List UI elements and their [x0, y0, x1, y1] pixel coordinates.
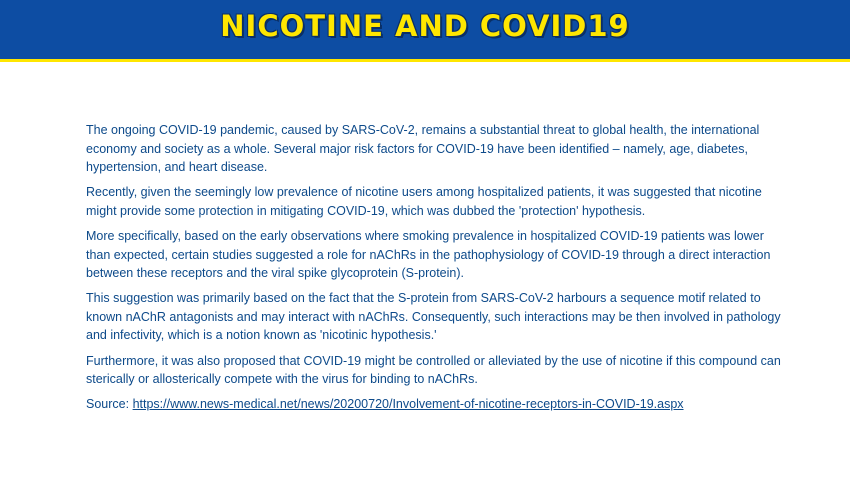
source-label: Source: — [86, 397, 130, 412]
source-link[interactable]: https://www.news-medical.net/news/20200720/Involvement-of-nicotine-receptors-in-COVID-19.aspx — [132, 397, 684, 412]
paragraph-intro: The ongoing COVID-19 pandemic, caused by SARS-CoV-2, remains a substantial threat to global health, the international economy and society as a whole. Several major risk factors for COVID-19 have been identified – namely, age, diabetes, hypertension, and heart disease. — [86, 123, 760, 175]
header-banner — [0, 0, 850, 62]
slide-title: NICOTINE AND COVID19 — [220, 9, 630, 43]
paragraph-protection-hypothesis: Recently, given the seemingly low prevalence of nicotine users among hospitalized patients, it was suggested that nicotine might provide some protection in mitigating COVID-19, which was dubbed the 'protection' hypothesis. — [86, 185, 762, 218]
content-body — [86, 121, 786, 420]
paragraph-nicotine-control: Furthermore, it was also proposed that COVID-19 might be controlled or alleviated by the use of nicotine if this compound can sterically or allosterically compete with the virus for binding to nAChRs. — [86, 353, 781, 387]
source-line — [86, 395, 786, 414]
paragraph-nicotinic-hypothesis: This suggestion was primarily based on the fact that the S-protein from SARS-CoV-2 harbours a sequence motif related to known nAChR antagonists and may interact with nAChRs. Consequently, such interactions may be then involved in pathology and infectivity, which is a notion known as 'nicotinic hypothesis.' — [86, 291, 781, 343]
paragraph-nachrs-role: More specifically, based on the early observations where smoking prevalence in hospitalized COVID-19 patients was lower than expected, certain studies suggested a role for nAChRs in the pathophysiology of COVID-19 through a direct interaction between these receptors and the viral spike glycoprotein (S-protein). — [86, 228, 771, 281]
